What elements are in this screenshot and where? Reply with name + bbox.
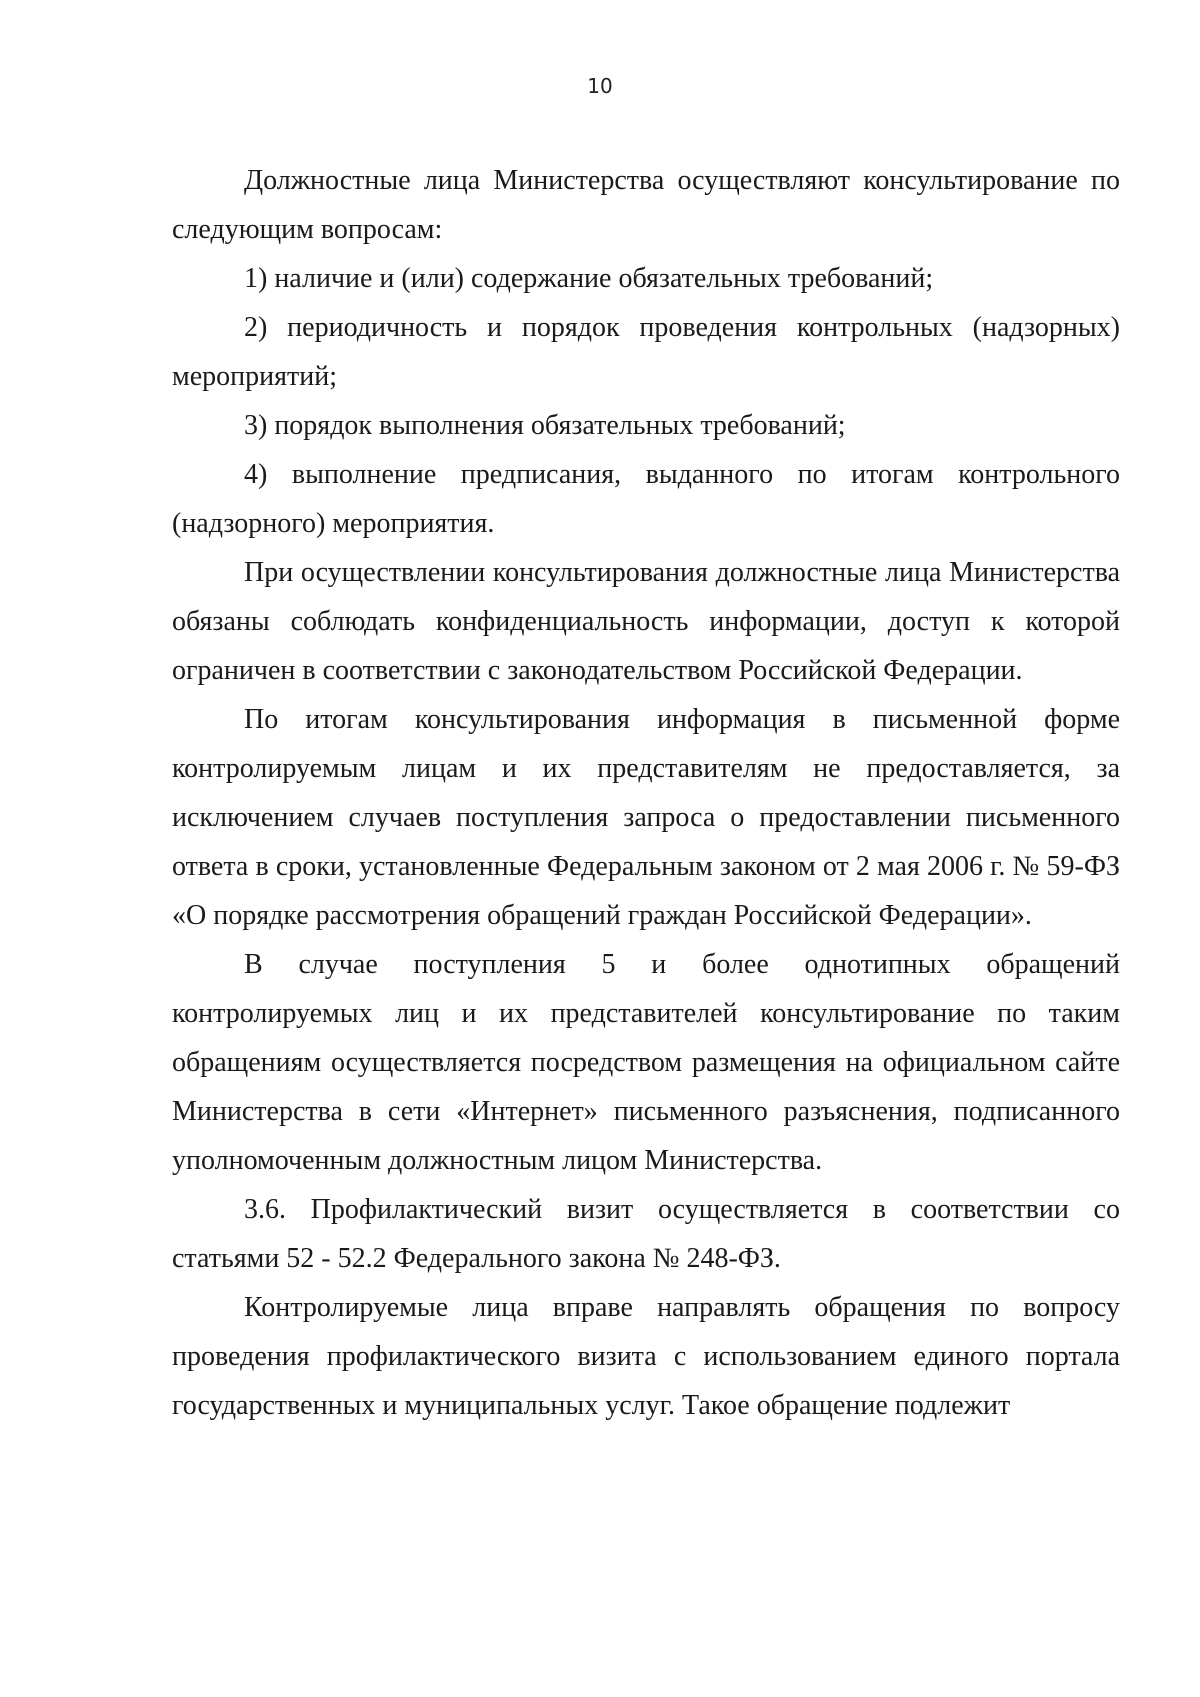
paragraph-section-3-6: 3.6. Профилактический визит осуществляется в соответствии со статьями 52 - 52.2 Федерального закона № 248-ФЗ. [172, 1194, 1120, 1274]
paragraph-written-response: По итогам консультирования информация в письменной форме контролируемым лицам и их представителям не предоставляется, за исключением случаев поступления запроса о предоставлении письменного ответа в сроки, установленные Федеральным законом от 2 мая 2006 г. № 59-ФЗ «О порядке рассмотрения обращений граждан Российской Федерации». [172, 704, 1120, 931]
list-item-3: 3) порядок выполнения обязательных требований; [244, 410, 846, 441]
paragraph-consultation-topics: Должностные лица Министерства осуществляют консультирование по следующим вопросам: [172, 165, 1120, 245]
list-item-1: 1) наличие и (или) содержание обязательных требований; [244, 263, 934, 294]
list-item-4: 4) выполнение предписания, выданного по итогам контрольного (надзорного) мероприятия. [172, 459, 1120, 539]
paragraph-preventive-visit: Контролируемые лица вправе направлять обращения по вопросу проведения профилактического визита с использованием единого портала государственных и муниципальных услуг. Такое обращение подлежит [172, 1292, 1120, 1421]
document-body [172, 156, 1120, 1430]
paragraph-confidentiality: При осуществлении консультирования должностные лица Министерства обязаны соблюдать конфиденциальность информации, доступ к которой ограничен в соответствии с законодательством Российской Федерации. [172, 557, 1120, 686]
page-number: 10 [587, 74, 613, 98]
paragraph-multiple-appeals: В случае поступления 5 и более однотипных обращений контролируемых лиц и их представителей консультирование по таким обращениям осуществляется посредством размещения на официальном сайте Министерства в сети «Интернет» письменного разъяснения, подписанного уполномоченным должностным лицом Министерства. [172, 949, 1120, 1176]
list-item-2: 2) периодичность и порядок проведения контрольных (надзорных) мероприятий; [172, 312, 1120, 392]
